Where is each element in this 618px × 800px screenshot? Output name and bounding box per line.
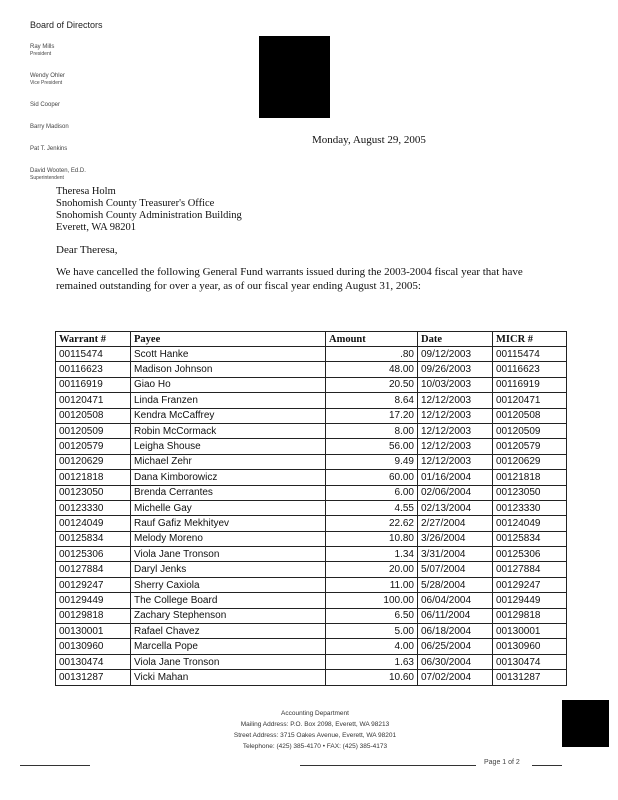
board-title: Board of Directors (30, 20, 103, 30)
amount-cell: 10.60 (326, 670, 418, 685)
micr-number-cell: 00125306 (493, 547, 567, 562)
amount-cell: 56.00 (326, 439, 418, 454)
date-cell: 12/12/2003 (418, 393, 493, 408)
warrant-number-cell: 00130001 (56, 624, 131, 639)
table-row (56, 393, 567, 408)
warrant-number-cell: 00116919 (56, 377, 131, 392)
footer-street: Street Address: 3715 Oakes Avenue, Everett, WA 98201 (233, 732, 397, 739)
table-row (56, 470, 567, 485)
date-cell: 07/02/2004 (418, 670, 493, 685)
warrant-number-cell: 00130474 (56, 654, 131, 669)
micr-number-cell: 00130960 (493, 639, 567, 654)
date-cell: 06/11/2004 (418, 608, 493, 623)
date-cell: 09/12/2003 (418, 347, 493, 362)
payee-cell: Dana Kimborowicz (131, 470, 326, 485)
amount-cell: 1.63 (326, 654, 418, 669)
footer-phone: Telephone: (425) 385-4170 • FAX: (425) 385-4173 (242, 743, 388, 750)
table-row (56, 547, 567, 562)
board-member-role: Superintendent (30, 175, 64, 181)
payee-cell: Melody Moreno (131, 531, 326, 546)
micr-number-cell: 00130001 (493, 624, 567, 639)
board-member-name: Ray Mills (30, 44, 55, 50)
amount-cell: 6.00 (326, 485, 418, 500)
board-member-role: President (30, 51, 52, 57)
amount-cell: 6.50 (326, 608, 418, 623)
date-cell: 06/30/2004 (418, 654, 493, 669)
micr-number-cell: 00116623 (493, 362, 567, 377)
warrant-number-cell: 00116623 (56, 362, 131, 377)
board-member-name: Barry Madison (30, 124, 69, 130)
date-cell: 5/28/2004 (418, 577, 493, 592)
warrant-number-cell: 00127884 (56, 562, 131, 577)
warrant-number-cell: 00131287 (56, 670, 131, 685)
board-member (30, 102, 150, 109)
warrant-number-cell: 00123330 (56, 500, 131, 515)
payee-cell: Scott Hanke (131, 347, 326, 362)
header-warrant: Warrant # (56, 332, 131, 347)
micr-number-cell: 00127884 (493, 562, 567, 577)
header-date: Date (418, 332, 493, 347)
warrant-number-cell: 00123050 (56, 485, 131, 500)
board-member-name: Pat T. Jenkins (30, 146, 68, 152)
warrants-table (55, 331, 567, 686)
payee-cell: Madison Johnson (131, 362, 326, 377)
board-member (30, 168, 150, 182)
address-line: Theresa Holm (56, 186, 116, 197)
footer-rule (20, 765, 90, 766)
table-row (56, 485, 567, 500)
micr-number-cell: 00121818 (493, 470, 567, 485)
amount-cell: 10.80 (326, 531, 418, 546)
amount-cell: 4.00 (326, 639, 418, 654)
header-micr: MICR # (493, 332, 567, 347)
payee-cell: The College Board (131, 593, 326, 608)
payee-cell: Zachary Stephenson (131, 608, 326, 623)
board-of-directors (30, 20, 150, 197)
amount-cell: .80 (326, 347, 418, 362)
amount-cell: 1.34 (326, 547, 418, 562)
warrants-table-body (56, 347, 567, 686)
letterhead-footer (190, 708, 440, 752)
board-member-name: Wendy Ohler (30, 73, 65, 79)
amount-cell: 4.55 (326, 500, 418, 515)
table-row (56, 624, 567, 639)
amount-cell: 5.00 (326, 624, 418, 639)
date-cell: 10/03/2003 (418, 377, 493, 392)
warrant-number-cell: 00120471 (56, 393, 131, 408)
table-row (56, 577, 567, 592)
footer-rule (532, 765, 562, 766)
micr-number-cell: 00116919 (493, 377, 567, 392)
micr-number-cell: 00120509 (493, 423, 567, 438)
table-row (56, 639, 567, 654)
micr-number-cell: 00120471 (493, 393, 567, 408)
board-member-name: David Wooten, Ed.D. (30, 168, 86, 174)
footer-department: Accounting Department (281, 710, 349, 717)
warrant-number-cell: 00120509 (56, 423, 131, 438)
date-cell: 12/12/2003 (418, 408, 493, 423)
amount-cell: 9.49 (326, 454, 418, 469)
date-cell: 3/26/2004 (418, 531, 493, 546)
date-cell: 06/04/2004 (418, 593, 493, 608)
board-member (30, 44, 150, 58)
payee-cell: Michael Zehr (131, 454, 326, 469)
greeting: Dear Theresa, (56, 244, 118, 256)
payee-cell: Leigha Shouse (131, 439, 326, 454)
payee-cell: Viola Jane Tronson (131, 547, 326, 562)
date-cell: 3/31/2004 (418, 547, 493, 562)
date-cell: 5/07/2004 (418, 562, 493, 577)
micr-number-cell: 00129247 (493, 577, 567, 592)
date-cell: 09/26/2003 (418, 362, 493, 377)
micr-number-cell: 00125834 (493, 531, 567, 546)
table-row (56, 423, 567, 438)
micr-number-cell: 00129818 (493, 608, 567, 623)
redaction-block (562, 700, 609, 747)
header-amount: Amount (326, 332, 418, 347)
payee-cell: Kendra McCaffrey (131, 408, 326, 423)
amount-cell: 17.20 (326, 408, 418, 423)
amount-cell: 100.00 (326, 593, 418, 608)
table-row (56, 593, 567, 608)
warrant-number-cell: 00115474 (56, 347, 131, 362)
date-cell: 12/12/2003 (418, 439, 493, 454)
table-row (56, 654, 567, 669)
warrant-number-cell: 00129818 (56, 608, 131, 623)
warrant-number-cell: 00120629 (56, 454, 131, 469)
warrant-number-cell: 00130960 (56, 639, 131, 654)
board-member-list (30, 44, 150, 182)
table-row (56, 516, 567, 531)
payee-cell: Brenda Cerrantes (131, 485, 326, 500)
date-cell: 12/12/2003 (418, 454, 493, 469)
amount-cell: 11.00 (326, 577, 418, 592)
amount-cell: 60.00 (326, 470, 418, 485)
warrant-number-cell: 00120579 (56, 439, 131, 454)
page-number: Page 1 of 2 (484, 759, 520, 766)
micr-number-cell: 00130474 (493, 654, 567, 669)
board-member (30, 146, 150, 153)
amount-cell: 8.64 (326, 393, 418, 408)
payee-cell: Rauf Gafiz Mekhityev (131, 516, 326, 531)
micr-number-cell: 00129449 (493, 593, 567, 608)
table-row (56, 439, 567, 454)
amount-cell: 8.00 (326, 423, 418, 438)
table-row (56, 562, 567, 577)
warrant-number-cell: 00125306 (56, 547, 131, 562)
payee-cell: Marcella Pope (131, 639, 326, 654)
table-row (56, 377, 567, 392)
table-row (56, 500, 567, 515)
table-row (56, 347, 567, 362)
address-line: Snohomish County Administration Building (56, 210, 242, 221)
micr-number-cell: 00123050 (493, 485, 567, 500)
address-line: Snohomish County Treasurer's Office (56, 198, 215, 209)
amount-cell: 22.62 (326, 516, 418, 531)
warrant-number-cell: 00121818 (56, 470, 131, 485)
amount-cell: 20.00 (326, 562, 418, 577)
micr-number-cell: 00120508 (493, 408, 567, 423)
warrant-number-cell: 00124049 (56, 516, 131, 531)
address-line: Everett, WA 98201 (56, 222, 137, 233)
table-row (56, 670, 567, 685)
board-member (30, 73, 150, 87)
payee-cell: Giao Ho (131, 377, 326, 392)
table-row (56, 454, 567, 469)
warrant-number-cell: 00120508 (56, 408, 131, 423)
date-cell: 01/16/2004 (418, 470, 493, 485)
amount-cell: 48.00 (326, 362, 418, 377)
table-row (56, 608, 567, 623)
table-row (56, 362, 567, 377)
micr-number-cell: 00115474 (493, 347, 567, 362)
payee-cell: Robin McCormack (131, 423, 326, 438)
redaction-block (259, 36, 330, 118)
warrant-number-cell: 00125834 (56, 531, 131, 546)
micr-number-cell: 00123330 (493, 500, 567, 515)
table-row (56, 408, 567, 423)
amount-cell: 20.50 (326, 377, 418, 392)
board-member (30, 124, 150, 131)
date-cell: 06/18/2004 (418, 624, 493, 639)
date-cell: 2/27/2004 (418, 516, 493, 531)
payee-cell: Sherry Caxiola (131, 577, 326, 592)
payee-cell: Michelle Gay (131, 500, 326, 515)
table-row (56, 531, 567, 546)
letter-body: We have cancelled the following General Fund warrants issued during the 2003-2004 fiscal year that have remained outstanding for over a year, as of our fiscal year ending August 31, 2005: (56, 266, 523, 292)
micr-number-cell: 00120629 (493, 454, 567, 469)
micr-number-cell: 00131287 (493, 670, 567, 685)
date-cell: 02/13/2004 (418, 500, 493, 515)
micr-number-cell: 00120579 (493, 439, 567, 454)
footer-rule (300, 765, 476, 766)
payee-cell: Daryl Jenks (131, 562, 326, 577)
footer-mailing: Mailing Address: P.O. Box 2098, Everett, WA 98213 (240, 721, 390, 728)
board-member-name: Sid Cooper (30, 102, 61, 108)
board-member-role: Vice President (30, 80, 63, 86)
header-payee: Payee (131, 332, 326, 347)
micr-number-cell: 00124049 (493, 516, 567, 531)
payee-cell: Linda Franzen (131, 393, 326, 408)
warrant-number-cell: 00129449 (56, 593, 131, 608)
table-header-row (56, 332, 567, 347)
date-cell: 06/25/2004 (418, 639, 493, 654)
recipient-address (56, 186, 242, 234)
date-cell: 12/12/2003 (418, 423, 493, 438)
date-cell: 02/06/2004 (418, 485, 493, 500)
payee-cell: Vicki Mahan (131, 670, 326, 685)
letter-date: Monday, August 29, 2005 (312, 134, 426, 146)
payee-cell: Viola Jane Tronson (131, 654, 326, 669)
warrant-number-cell: 00129247 (56, 577, 131, 592)
payee-cell: Rafael Chavez (131, 624, 326, 639)
